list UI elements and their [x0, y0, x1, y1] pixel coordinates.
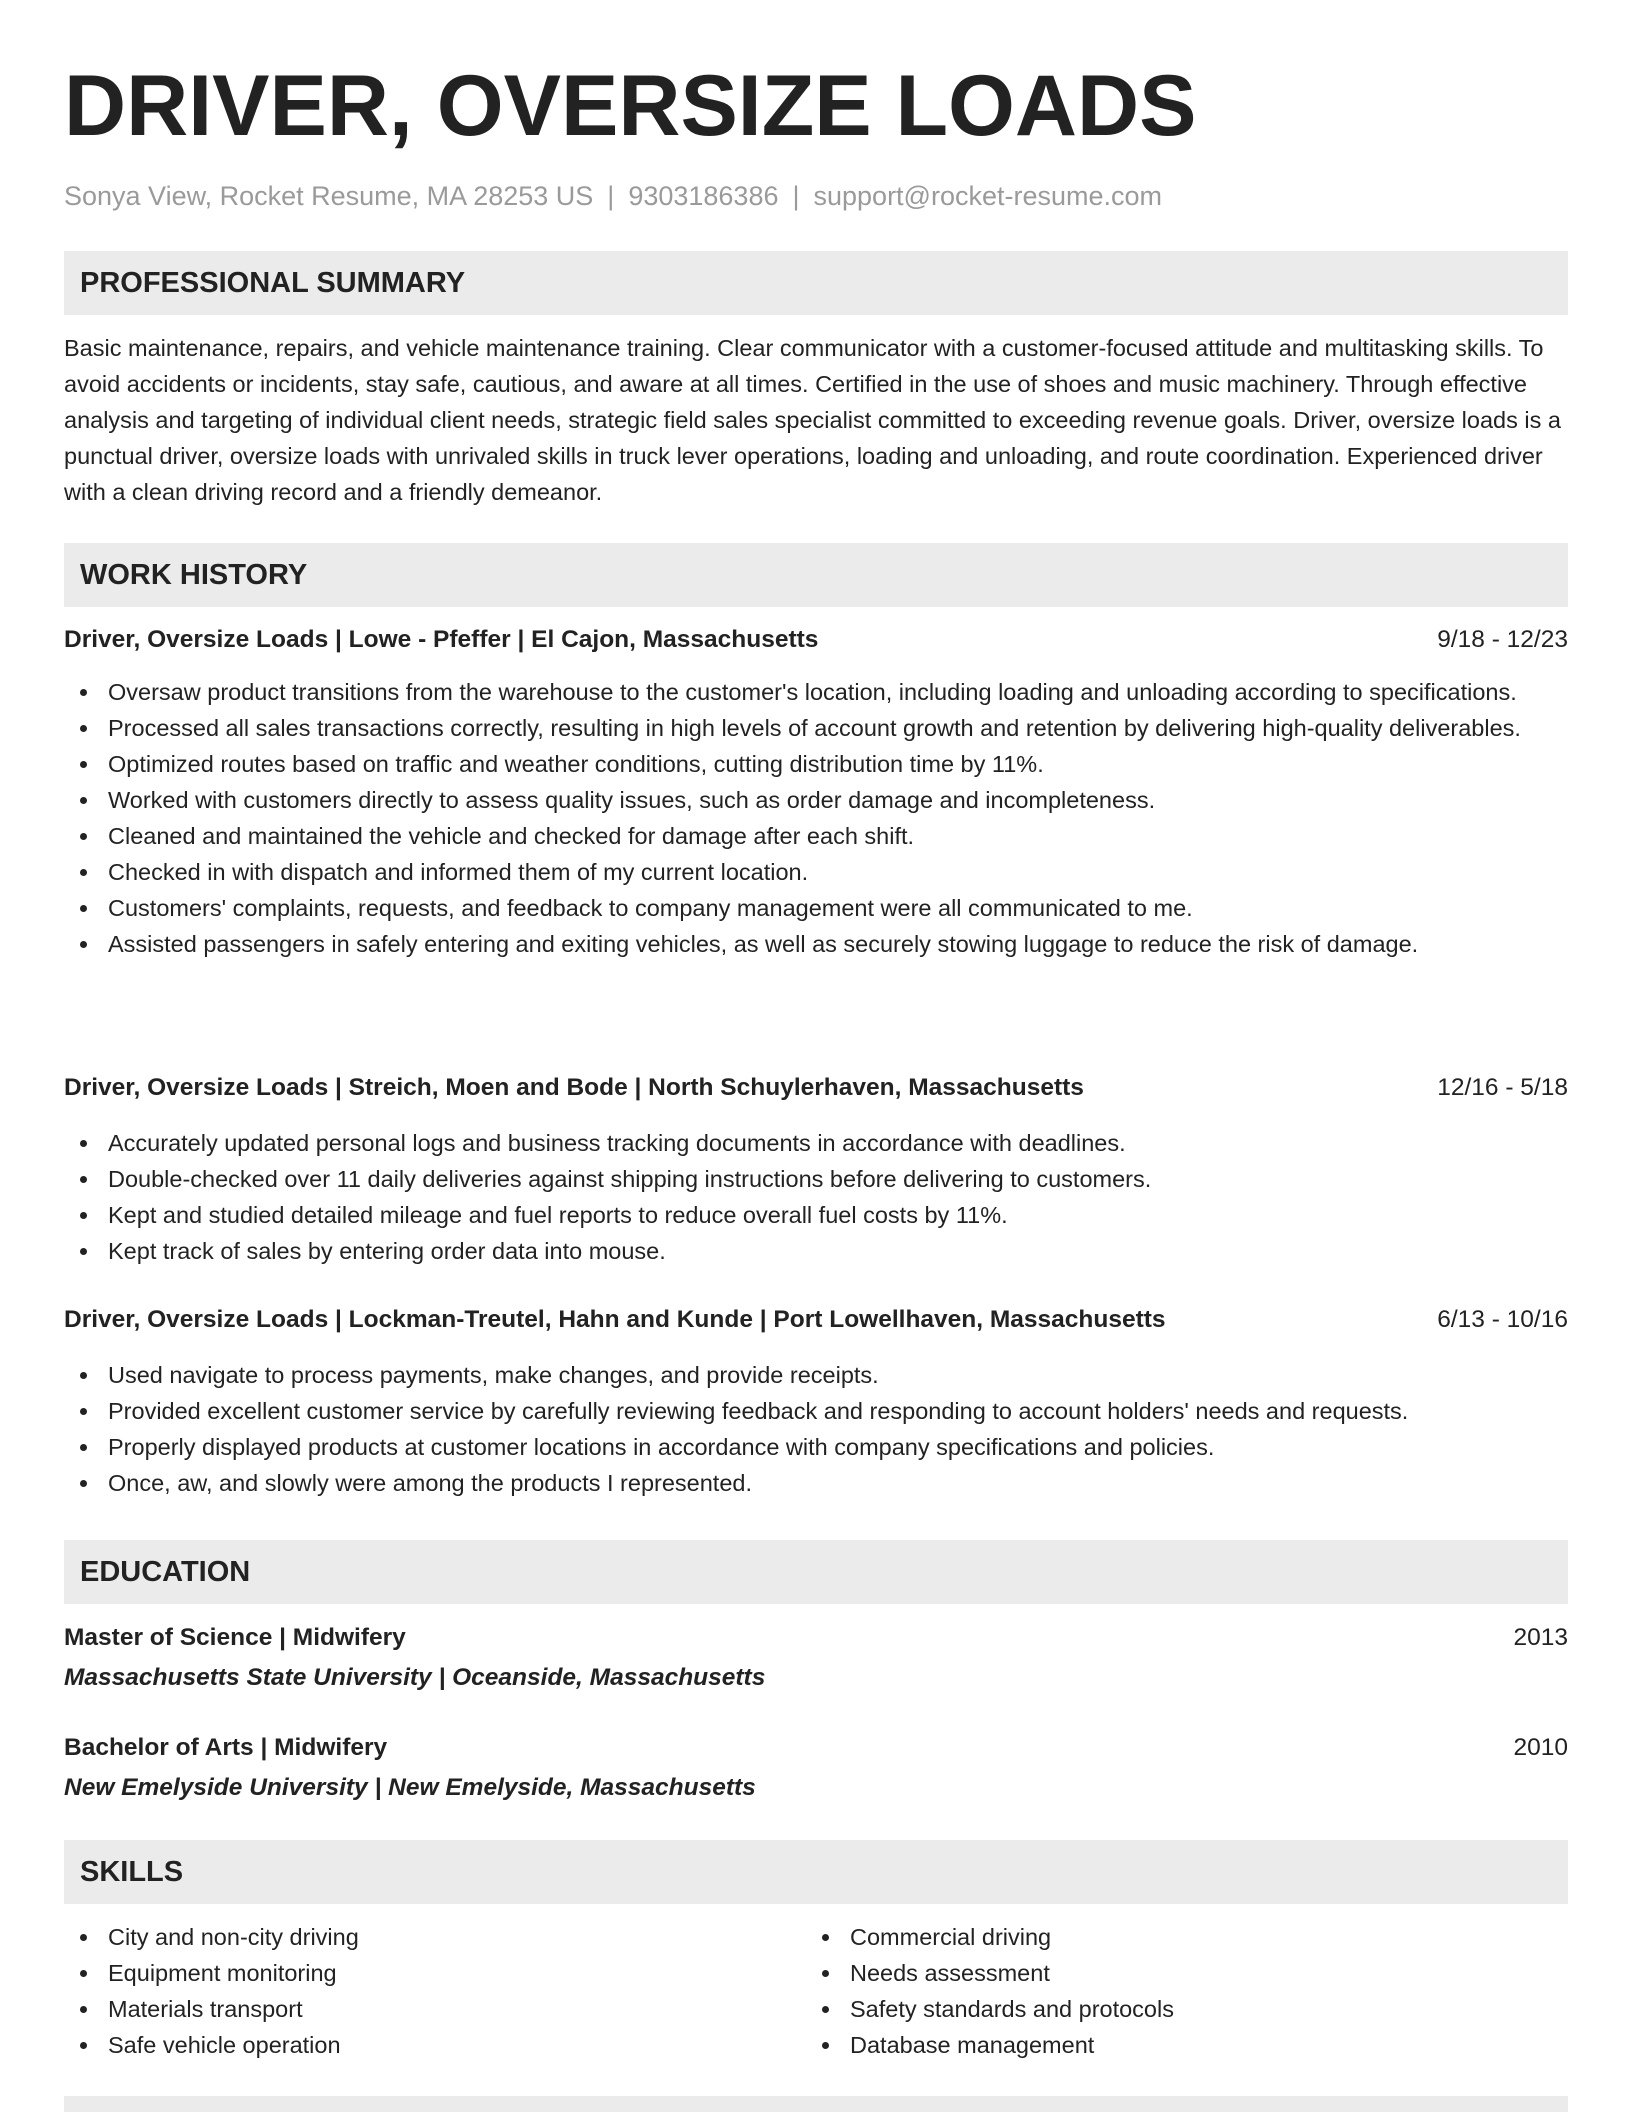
education-school: New Emelyside University | New Emelyside, Massachusetts [64, 1774, 756, 1801]
skill-item: Safe vehicle operation [64, 2027, 806, 2063]
skill-item: City and non-city driving [64, 1919, 806, 1955]
job-entry [64, 1302, 1568, 1501]
job-bullets [64, 1125, 1568, 1269]
job-bullet: Double-checked over 11 daily deliveries against shipping instructions before delivering to customers. [64, 1161, 1568, 1197]
contact-address: Sonya View, Rocket Resume, MA 28253 US [64, 181, 594, 211]
job-bullet: Kept track of sales by entering order data into mouse. [64, 1233, 1568, 1269]
education-header [64, 1620, 1568, 1656]
contact-separator: | [792, 181, 800, 211]
job-entry [64, 622, 1568, 962]
skill-item: Needs assessment [806, 1955, 1548, 1991]
section-header-skills: SKILLS [64, 1840, 1568, 1904]
job-bullet: Worked with customers directly to assess quality issues, such as order damage and incompleteness. [64, 782, 1568, 818]
job-bullet: Cleaned and maintained the vehicle and checked for damage after each shift. [64, 818, 1568, 854]
summary-text: Basic maintenance, repairs, and vehicle maintenance training. Clear communicator with a customer-focused attitude and multitasking skills. To avoid accidents or incidents, stay safe, cautious, and aware at all times. Certified in the use of shoes and music machinery. Through effective analysis and targeting of individual client needs, strategic field sales specialist committed to exceeding revenue goals. Driver, oversize loads is a punctual driver, oversize loads with unrivaled skills in truck lever operations, loading and unloading, and route coordination. Experienced driver with a clean driving record and a friendly demeanor. [64, 335, 1561, 505]
job-bullet: Once, aw, and slowly were among the products I represented. [64, 1465, 1568, 1501]
job-dates: 12/16 - 5/18 [1437, 1074, 1568, 1101]
job-bullet: Oversaw product transitions from the warehouse to the customer's location, including loading and unloading according to specifications. [64, 674, 1568, 710]
education-year: 2013 [1513, 1624, 1568, 1651]
job-bullet: Provided excellent customer service by carefully reviewing feedback and responding to account holders' needs and requests. [64, 1393, 1568, 1429]
job-bullet: Accurately updated personal logs and business tracking documents in accordance with deadlines. [64, 1125, 1568, 1161]
education-entry [64, 1730, 1568, 1806]
skill-item: Commercial driving [806, 1919, 1548, 1955]
contact-separator: | [607, 181, 615, 211]
job-entry [64, 1070, 1568, 1269]
skills-grid [64, 1919, 1568, 2063]
job-bullets [64, 1357, 1568, 1501]
skills-column-right [806, 1919, 1548, 2063]
job-bullet: Checked in with dispatch and informed them of my current location. [64, 854, 1568, 890]
contact-line [64, 178, 1568, 214]
job-header [64, 622, 1568, 658]
section-header-work-history: WORK HISTORY [64, 543, 1568, 607]
job-bullet: Properly displayed products at customer locations in accordance with company specifications and policies. [64, 1429, 1568, 1465]
skill-item: Materials transport [64, 1991, 806, 2027]
education-header [64, 1730, 1568, 1766]
skill-item: Equipment monitoring [64, 1955, 806, 1991]
job-bullet: Kept and studied detailed mileage and fuel reports to reduce overall fuel costs by 11%. [64, 1197, 1568, 1233]
job-bullets [64, 674, 1568, 962]
skill-item: Safety standards and protocols [806, 1991, 1548, 2027]
job-bullet: Optimized routes based on traffic and weather conditions, cutting distribution time by 11%. [64, 746, 1568, 782]
resume-page [64, 0, 1568, 2058]
job-title: Driver, Oversize Loads | Lockman-Treutel, Hahn and Kunde | Port Lowellhaven, Massachusetts [64, 1306, 1166, 1333]
job-bullet: Customers' complaints, requests, and feedback to company management were all communicated to me. [64, 890, 1568, 926]
section-header-next [64, 2096, 1568, 2112]
job-title: Driver, Oversize Loads | Lowe - Pfeffer | El Cajon, Massachusetts [64, 626, 819, 653]
skill-item: Database management [806, 2027, 1548, 2063]
job-header [64, 1070, 1568, 1106]
education-degree: Bachelor of Arts | Midwifery [64, 1734, 388, 1761]
education-degree: Master of Science | Midwifery [64, 1624, 406, 1651]
section-header-summary: PROFESSIONAL SUMMARY [64, 251, 1568, 315]
job-bullet: Used navigate to process payments, make changes, and provide receipts. [64, 1357, 1568, 1393]
job-dates: 9/18 - 12/23 [1437, 626, 1568, 653]
job-bullet: Assisted passengers in safely entering and exiting vehicles, as well as securely stowing luggage to reduce the risk of damage. [64, 926, 1568, 962]
education-year: 2010 [1513, 1734, 1568, 1761]
job-dates: 6/13 - 10/16 [1437, 1306, 1568, 1333]
education-school: Massachusetts State University | Oceanside, Massachusetts [64, 1664, 766, 1691]
resume-name: DRIVER, OVERSIZE LOADS [64, 58, 1197, 154]
section-header-education: EDUCATION [64, 1540, 1568, 1604]
job-header [64, 1302, 1568, 1338]
skills-column-left [64, 1919, 806, 2063]
job-bullet: Processed all sales transactions correctly, resulting in high levels of account growth and retention by delivering high-quality deliverables. [64, 710, 1568, 746]
job-title: Driver, Oversize Loads | Streich, Moen and Bode | North Schuylerhaven, Massachusetts [64, 1074, 1084, 1101]
contact-email: support@rocket-resume.com [813, 181, 1163, 211]
education-entry [64, 1620, 1568, 1696]
contact-phone: 9303186386 [628, 181, 779, 211]
